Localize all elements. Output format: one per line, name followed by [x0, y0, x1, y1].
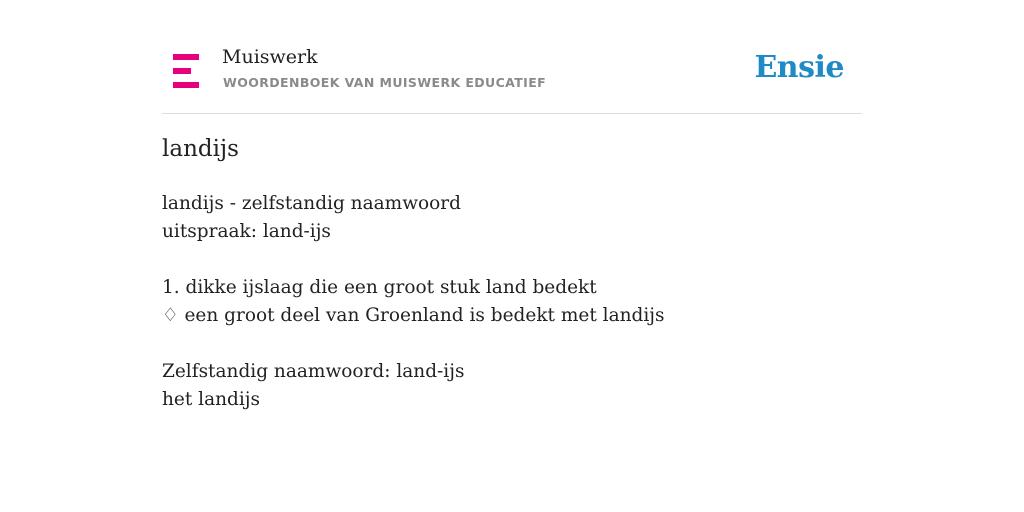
- ensie-logo-link[interactable]: Ensie: [754, 50, 844, 85]
- entry-title: landijs: [162, 136, 239, 162]
- entry-line-pronunciation: uitspraak: land-ijs: [162, 221, 331, 242]
- logo-bar-middle: [173, 68, 191, 74]
- entry-line-example: ♢ een groot deel van Groenland is bedekt met landijs: [162, 305, 665, 326]
- entry-line-blank: [162, 330, 862, 358]
- entry-line-grammar: Zelfstandig naamwoord: land-ijs: [162, 361, 465, 382]
- muiswerk-logo-icon[interactable]: [173, 54, 199, 88]
- logo-bar-bottom: [173, 82, 199, 88]
- page-container: [162, 0, 862, 410]
- entry-line-blank: [162, 246, 862, 274]
- entry-line-article: het landijs: [162, 389, 261, 410]
- brand-subtitle: WOORDENBOEK VAN MUISWERK EDUCATIEF: [223, 75, 547, 90]
- logo-bar-top: [173, 54, 199, 60]
- page-header: [162, 0, 862, 114]
- entry-line-pos: landijs - zelfstandig naamwoord: [162, 193, 461, 214]
- entry-content: [162, 190, 862, 414]
- brand-title[interactable]: Muiswerk: [222, 46, 318, 68]
- entry-line-definition: 1. dikke ijslaag die een groot stuk land bedekt: [162, 277, 597, 298]
